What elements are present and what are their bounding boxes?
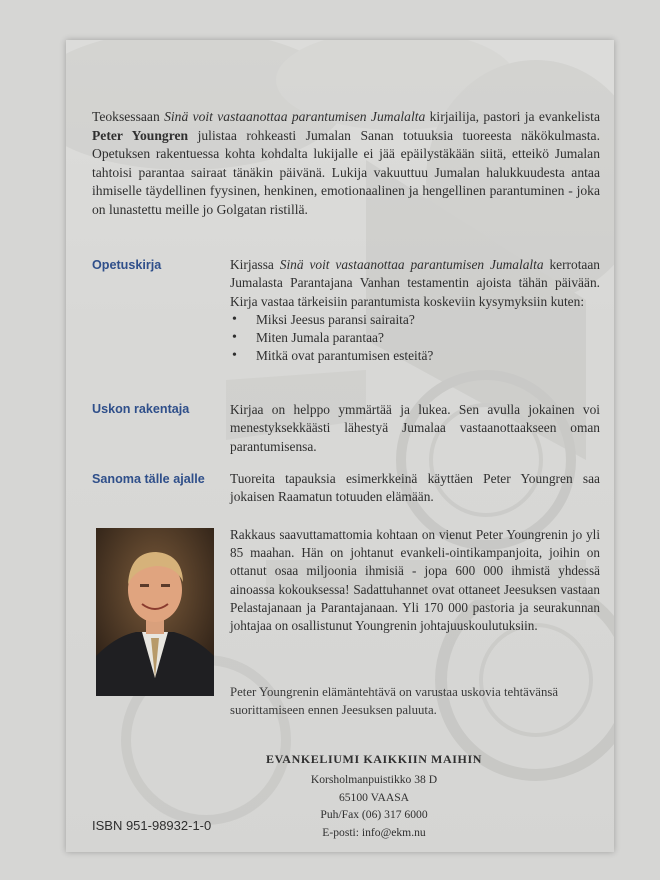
section-body-sanoma: Tuoreita tapauksia esimerkkeinä käyttäen Peter Youngren saa jokaisen Raamatun totuuden elämään.: [230, 471, 600, 505]
publisher-city: 65100 VAASA: [338, 790, 410, 804]
section-body-opetuskirja: [230, 256, 600, 366]
list-item: • Miten Jumala parantaa?: [256, 329, 600, 347]
publisher-phone: Puh/Fax (06) 317 6000: [320, 808, 428, 821]
book-back-cover: [66, 40, 614, 852]
intro-text-start: Teoksessaan: [92, 109, 165, 124]
publisher-email: E-posti: info@ekm.nu: [322, 825, 426, 839]
intro-paragraph: [92, 108, 600, 220]
list-item: • Mitkä ovat parantumisen esteitä?: [256, 347, 600, 365]
publisher-street: Korsholmanpuistikko 38 D: [310, 773, 438, 786]
isbn-number: ISBN 951-98932-1-0: [92, 818, 212, 833]
mission-statement: Peter Youngrenin elämäntehtävä on varustaa uskovia tehtävänsä suorittamiseen ennen Jeesuksen paluuta.: [230, 685, 559, 717]
publisher-block: [230, 752, 518, 841]
section-heading-uskon-rakentaja: Uskon rakentaja: [92, 402, 190, 416]
intro-text-middle: kirjailija, pastori ja evankelista: [425, 109, 600, 124]
section-title-italic: Sinä voit vastaanottaa parantumisen Jumalalta: [279, 257, 544, 272]
publisher-name: EVANKELIUMI KAIKKIIN MAIHIN: [265, 752, 482, 766]
list-item: • Miksi Jeesus paransi sairaita?: [256, 311, 600, 329]
author-bio: Rakkaus saavuttamattomia kohtaan on vienut Peter Youngrenin jo yli 85 maahan. Hän on johtanut evankeli-ointikampanjoita, joihin on ottanut osaa miljoonia ihmisiä - jopa 600 000 ihmistä yhdessä ainoassa kokouksessa! Sadattuhannet ovat ottaneet Jeesuksen vastaan Pelastajanaan ja Parantajanaan. Yli 170 000 pastoria ja seurakunnan johtajaa on osallistunut Youngrenin johtajuuskoulutuksiin.: [230, 527, 600, 634]
author-portrait: [96, 528, 214, 696]
section-text: [230, 256, 600, 311]
cover-text-layer: [66, 40, 614, 852]
section-body-uskon-rakentaja: Kirjaa on helppo ymmärtää ja lukea. Sen avulla jokainen voi menestyksekkäästi lähestyä Jumalaa vastaanottaakseen oman parantumisensa.: [230, 402, 600, 454]
question-list: [230, 311, 600, 366]
author-name: Peter Youngren: [92, 127, 189, 143]
book-title: Sinä voit vastaanottaa parantumisen Jumalalta: [164, 109, 426, 124]
intro-text-end: julistaa rohkeasti Jumalan Sanan totuuksia tuoreesta näkökulmasta. Opetuksen rakentuessa kohta kohdalta lukijalle ei jää epäilystäkään siitä, etteikö Jumalan tahtoisi parantaa sairaat tänäkin päivänä. Lukija vakuuttuu Jumalan halukkuudesta antaa ihmiselle täydellinen fyysinen, henkinen, emotionaalinen ja hengellinen parantuminen - joka on lunastettu meille jo Golgatan ristillä.: [92, 127, 600, 217]
section-text-pre: Kirjassa: [230, 257, 280, 272]
section-heading-sanoma: Sanoma tälle ajalle: [92, 472, 205, 486]
section-heading-opetuskirja: Opetuskirja: [92, 258, 162, 272]
section-text-post: kerrotaan Jumalasta Parantajana Vanhan testamentin ajoista tähän päivään. Kirja vastaa tärkeisiin parantumista koskeviin kysymyksiin kuten:: [230, 257, 600, 309]
portrait-image: [96, 528, 214, 696]
